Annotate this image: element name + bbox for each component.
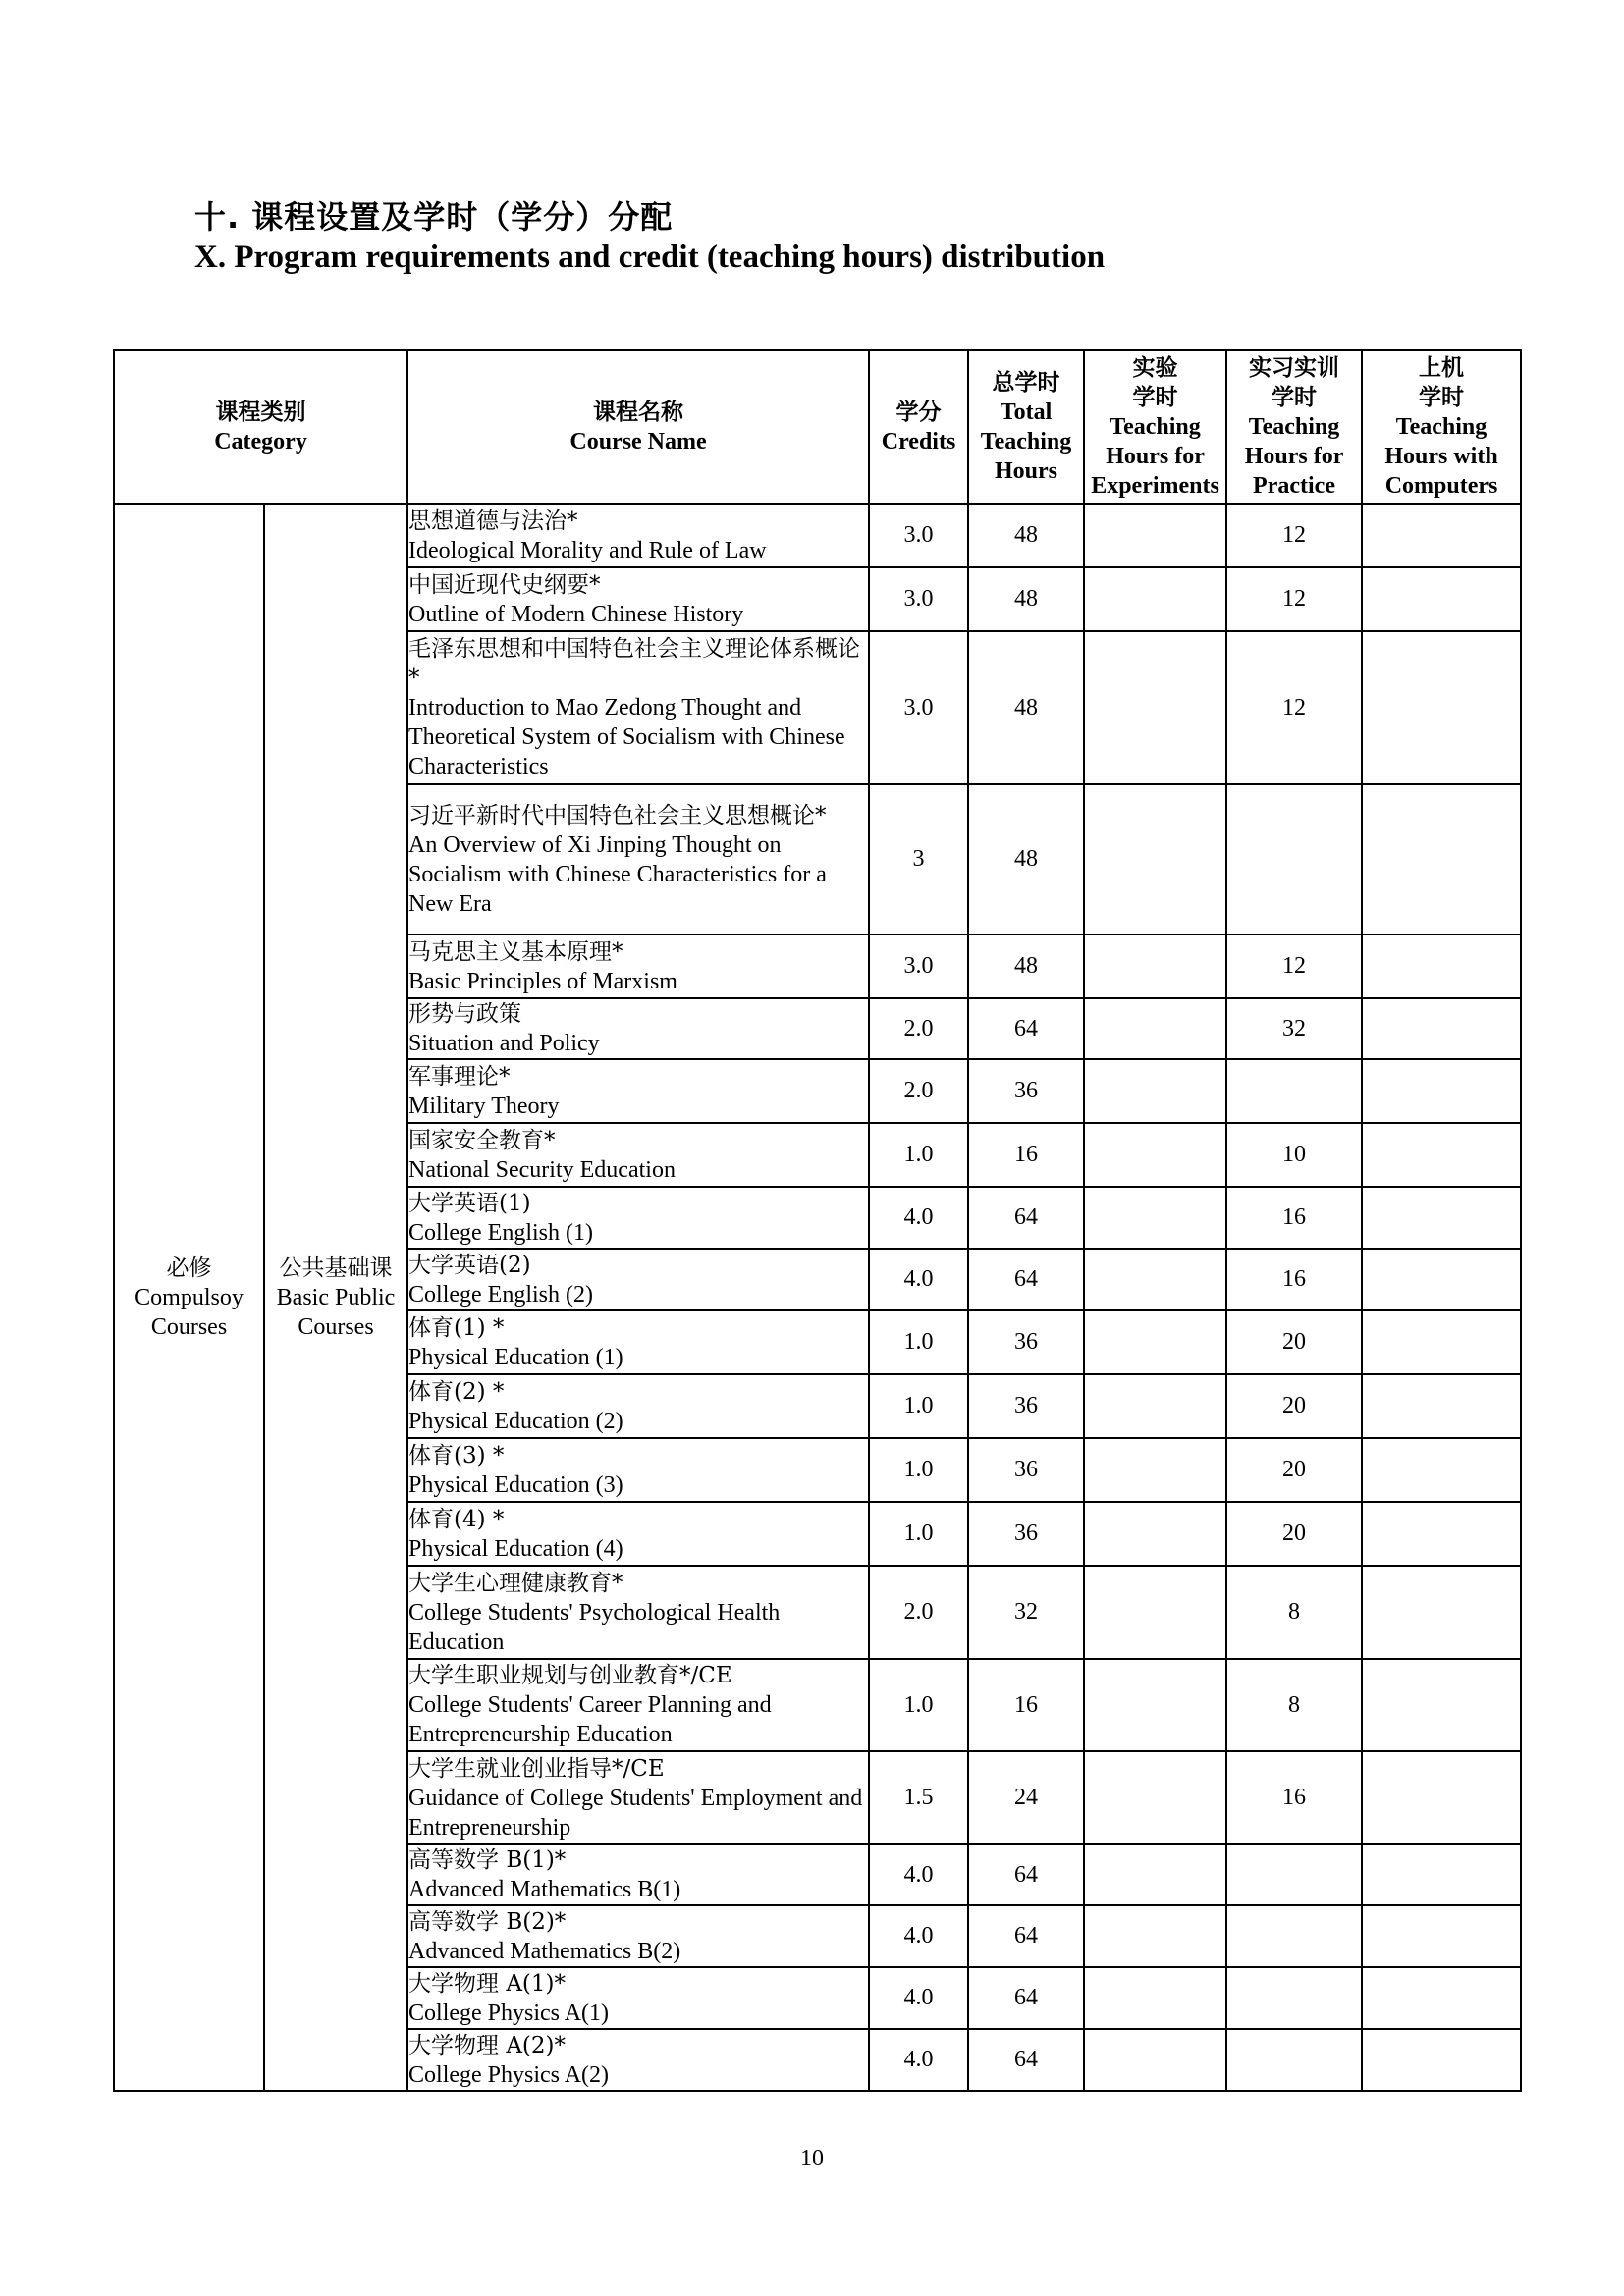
- course-name-cn: 大学英语(2): [408, 1252, 531, 1278]
- course-name-cn: 体育(1) *: [408, 1314, 505, 1341]
- practice-hours-cell: 32: [1226, 998, 1362, 1059]
- course-table-body: [114, 504, 1521, 2091]
- total-hours-cell: 36: [968, 1059, 1084, 1123]
- total-hours-cell: 36: [968, 1438, 1084, 1502]
- course-name-cell: [407, 1249, 869, 1310]
- course-name-en: Introduction to Mao Zedong Thought and Theoretical System of Socialism with Chinese Characteristics: [408, 695, 845, 779]
- course-name-en: An Overview of Xi Jinping Thought on Socialism with Chinese Characteristics for a New Era: [408, 831, 827, 917]
- experiment-hours-cell: [1084, 934, 1226, 998]
- header-total-hours-en: Total Teaching Hours: [980, 400, 1072, 484]
- course-name-cn: 大学生就业创业指导*/CE: [408, 1755, 665, 1782]
- total-hours-cell: 64: [968, 1187, 1084, 1249]
- course-name-en: College English (1): [408, 1219, 593, 1246]
- course-name-cell: [407, 1059, 869, 1123]
- course-name-en: College Students' Psychological Health Education: [408, 1599, 781, 1655]
- course-name-en: College English (2): [408, 1281, 593, 1308]
- course-name-cell: [407, 1502, 869, 1566]
- experiment-hours-cell: [1084, 784, 1226, 934]
- course-name-cell: [407, 1310, 869, 1374]
- course-name-cn: 国家安全教育*: [408, 1127, 556, 1153]
- course-name-en: College Physics A(2): [408, 2061, 610, 2088]
- experiment-hours-cell: [1084, 1751, 1226, 1844]
- course-name-cn: 形势与政策: [408, 1001, 522, 1027]
- course-name-cell: [407, 631, 869, 784]
- course-name-cn: 大学英语(1): [408, 1190, 531, 1216]
- course-name-en: Outline of Modern Chinese History: [408, 601, 744, 627]
- credits-cell: 4.0: [869, 1967, 968, 2029]
- experiment-hours-cell: [1084, 1566, 1226, 1659]
- practice-hours-cell: 10: [1226, 1123, 1362, 1187]
- course-name-en: Advanced Mathematics B(2): [408, 1938, 681, 1964]
- course-name-cell: [407, 934, 869, 998]
- practice-hours-cell: 12: [1226, 504, 1362, 567]
- course-name-cell: [407, 1438, 869, 1502]
- computer-hours-cell: [1362, 1059, 1521, 1123]
- course-name-en: Situation and Policy: [408, 1031, 600, 1056]
- course-name-en: Physical Education (2): [408, 1408, 623, 1434]
- practice-hours-cell: [1226, 1059, 1362, 1123]
- experiment-hours-cell: [1084, 1967, 1226, 2029]
- computer-hours-cell: [1362, 1751, 1521, 1844]
- course-name-en: College Physics A(1): [408, 2000, 610, 2026]
- section-title-english: X. Program requirements and credit (teaching hours) distribution: [194, 240, 1106, 275]
- experiment-hours-cell: [1084, 1249, 1226, 1310]
- credits-cell: 4.0: [869, 1187, 968, 1249]
- total-hours-cell: 36: [968, 1502, 1084, 1566]
- credits-cell: 1.0: [869, 1374, 968, 1438]
- header-practice: [1226, 350, 1362, 504]
- course-name-cn: 习近平新时代中国特色社会主义思想概论*: [408, 802, 827, 828]
- credits-cell: 3.0: [869, 504, 968, 567]
- experiment-hours-cell: [1084, 1059, 1226, 1123]
- total-hours-cell: 16: [968, 1659, 1084, 1751]
- total-hours-cell: 48: [968, 631, 1084, 784]
- computer-hours-cell: [1362, 1249, 1521, 1310]
- course-name-cell: [407, 1967, 869, 2029]
- experiment-hours-cell: [1084, 1905, 1226, 1967]
- credits-cell: 4.0: [869, 1249, 968, 1310]
- section-title-chinese: 十. 课程设置及学时（学分）分配: [194, 198, 674, 236]
- practice-hours-cell: 16: [1226, 1751, 1362, 1844]
- course-name-en: Guidance of College Students' Employment and Entrepreneurship: [408, 1785, 863, 1841]
- course-table: [113, 349, 1522, 2092]
- computer-hours-cell: [1362, 631, 1521, 784]
- computer-hours-cell: [1362, 1844, 1521, 1905]
- total-hours-cell: 64: [968, 1967, 1084, 2029]
- header-course-name: [407, 350, 869, 504]
- experiment-hours-cell: [1084, 1844, 1226, 1905]
- category-type-en: Compulsoy Courses: [135, 1284, 244, 1340]
- total-hours-cell: 32: [968, 1566, 1084, 1659]
- experiment-hours-cell: [1084, 2029, 1226, 2091]
- header-total-hours: [968, 350, 1084, 504]
- experiment-hours-cell: [1084, 1659, 1226, 1751]
- computer-hours-cell: [1362, 1905, 1521, 1967]
- credits-cell: 3.0: [869, 631, 968, 784]
- computer-hours-cell: [1362, 1967, 1521, 2029]
- credits-cell: 3.0: [869, 934, 968, 998]
- course-name-cn: 大学物理 A(1)*: [408, 1970, 567, 1997]
- header-credits-en: Credits: [881, 429, 956, 454]
- credits-cell: 1.0: [869, 1310, 968, 1374]
- course-name-cn: 大学物理 A(2)*: [408, 2032, 567, 2058]
- computer-hours-cell: [1362, 1123, 1521, 1187]
- course-name-en: Basic Principles of Marxism: [408, 968, 677, 994]
- experiment-hours-cell: [1084, 1374, 1226, 1438]
- total-hours-cell: 64: [968, 1249, 1084, 1310]
- computer-hours-cell: [1362, 1310, 1521, 1374]
- header-computers: [1362, 350, 1521, 504]
- course-name-en: College Students' Career Planning and Entrepreneurship Education: [408, 1692, 772, 1747]
- practice-hours-cell: 8: [1226, 1566, 1362, 1659]
- credits-cell: 1.0: [869, 1502, 968, 1566]
- total-hours-cell: 48: [968, 504, 1084, 567]
- total-hours-cell: 16: [968, 1123, 1084, 1187]
- category-group-en: Basic Public Courses: [276, 1284, 396, 1340]
- course-name-cn: 思想道德与法治*: [408, 507, 578, 534]
- course-name-cn: 大学生职业规划与创业教育*/CE: [408, 1663, 732, 1688]
- practice-hours-cell: [1226, 784, 1362, 934]
- course-name-cell: [407, 1187, 869, 1249]
- credits-cell: 4.0: [869, 1905, 968, 1967]
- credits-cell: 1.5: [869, 1751, 968, 1844]
- header-category: [114, 350, 407, 504]
- credits-cell: 2.0: [869, 1059, 968, 1123]
- computer-hours-cell: [1362, 1502, 1521, 1566]
- header-experiments-cn: 实验学时: [1132, 355, 1178, 410]
- header-computers-cn: 上机学时: [1419, 355, 1465, 410]
- total-hours-cell: 64: [968, 2029, 1084, 2091]
- header-category-en: Category: [214, 429, 307, 454]
- total-hours-cell: 64: [968, 998, 1084, 1059]
- header-experiments: [1084, 350, 1226, 504]
- practice-hours-cell: [1226, 1967, 1362, 2029]
- course-name-cell: [407, 1374, 869, 1438]
- total-hours-cell: 36: [968, 1374, 1084, 1438]
- experiment-hours-cell: [1084, 1310, 1226, 1374]
- course-name-cell: [407, 1905, 869, 1967]
- category-type-cell: [114, 504, 264, 2091]
- header-practice-en: Teaching Hours for Practice: [1244, 414, 1344, 499]
- practice-hours-cell: 20: [1226, 1502, 1362, 1566]
- course-name-cn: 体育(4) *: [408, 1506, 505, 1532]
- course-name-en: Physical Education (3): [408, 1471, 623, 1498]
- experiment-hours-cell: [1084, 998, 1226, 1059]
- credits-cell: 1.0: [869, 1123, 968, 1187]
- course-name-cell: [407, 504, 869, 567]
- experiment-hours-cell: [1084, 567, 1226, 631]
- practice-hours-cell: 16: [1226, 1249, 1362, 1310]
- computer-hours-cell: [1362, 2029, 1521, 2091]
- computer-hours-cell: [1362, 504, 1521, 567]
- experiment-hours-cell: [1084, 1438, 1226, 1502]
- header-computers-en: Teaching Hours with Computers: [1384, 414, 1498, 499]
- computer-hours-cell: [1362, 1187, 1521, 1249]
- computer-hours-cell: [1362, 1438, 1521, 1502]
- header-category-cn: 课程类别: [215, 400, 306, 425]
- category-type-cn: 必修: [166, 1255, 212, 1281]
- computer-hours-cell: [1362, 567, 1521, 631]
- practice-hours-cell: [1226, 1905, 1362, 1967]
- computer-hours-cell: [1362, 1659, 1521, 1751]
- total-hours-cell: 64: [968, 1844, 1084, 1905]
- practice-hours-cell: 20: [1226, 1374, 1362, 1438]
- course-name-cn: 毛泽东思想和中国特色社会主义理论体系概论*: [408, 636, 861, 691]
- experiment-hours-cell: [1084, 1123, 1226, 1187]
- practice-hours-cell: [1226, 1844, 1362, 1905]
- experiment-hours-cell: [1084, 631, 1226, 784]
- course-name-en: National Security Education: [408, 1156, 676, 1183]
- total-hours-cell: 24: [968, 1751, 1084, 1844]
- credits-cell: 4.0: [869, 2029, 968, 2091]
- category-group-cn: 公共基础课: [279, 1255, 393, 1281]
- page-number: 10: [800, 2146, 824, 2171]
- course-name-cell: [407, 567, 869, 631]
- computer-hours-cell: [1362, 998, 1521, 1059]
- category-group-cell: [264, 504, 407, 2091]
- course-name-cn: 大学生心理健康教育*: [408, 1570, 623, 1596]
- course-name-cell: [407, 1123, 869, 1187]
- credits-cell: 2.0: [869, 998, 968, 1059]
- practice-hours-cell: 16: [1226, 1187, 1362, 1249]
- header-credits: [869, 350, 968, 504]
- course-name-cell: [407, 1844, 869, 1905]
- course-name-cn: 体育(2) *: [408, 1378, 505, 1405]
- course-name-en: Physical Education (4): [408, 1535, 623, 1562]
- credits-cell: 1.0: [869, 1659, 968, 1751]
- total-hours-cell: 64: [968, 1905, 1084, 1967]
- practice-hours-cell: 12: [1226, 934, 1362, 998]
- course-name-en: Military Theory: [408, 1093, 560, 1119]
- experiment-hours-cell: [1084, 1502, 1226, 1566]
- practice-hours-cell: 8: [1226, 1659, 1362, 1751]
- course-name-en: Ideological Morality and Rule of Law: [408, 537, 767, 563]
- course-name-cn: 马克思主义基本原理*: [408, 938, 623, 965]
- course-name-cell: [407, 784, 869, 934]
- header-experiments-en: Teaching Hours for Experiments: [1091, 414, 1219, 499]
- computer-hours-cell: [1362, 1566, 1521, 1659]
- table-header-row: [114, 350, 1521, 504]
- practice-hours-cell: 20: [1226, 1310, 1362, 1374]
- course-name-cn: 体育(3) *: [408, 1442, 505, 1468]
- course-name-cell: [407, 2029, 869, 2091]
- experiment-hours-cell: [1084, 1187, 1226, 1249]
- total-hours-cell: 48: [968, 567, 1084, 631]
- course-name-cell: [407, 1751, 869, 1844]
- credits-cell: 2.0: [869, 1566, 968, 1659]
- experiment-hours-cell: [1084, 504, 1226, 567]
- total-hours-cell: 36: [968, 1310, 1084, 1374]
- practice-hours-cell: 12: [1226, 631, 1362, 784]
- header-credits-cn: 学分: [895, 400, 942, 425]
- credits-cell: 4.0: [869, 1844, 968, 1905]
- header-course-name-en: Course Name: [569, 429, 707, 454]
- practice-hours-cell: 12: [1226, 567, 1362, 631]
- course-name-cn: 军事理论*: [408, 1063, 511, 1090]
- header-practice-cn: 实习实训学时: [1249, 355, 1340, 410]
- credits-cell: 3.0: [869, 567, 968, 631]
- header-total-hours-cn: 总学时: [992, 370, 1060, 396]
- course-name-cell: [407, 1566, 869, 1659]
- total-hours-cell: 48: [968, 934, 1084, 998]
- course-name-cn: 高等数学 B(2)*: [408, 1908, 567, 1935]
- header-course-name-cn: 课程名称: [593, 400, 684, 425]
- course-name-en: Advanced Mathematics B(1): [408, 1877, 681, 1902]
- computer-hours-cell: [1362, 934, 1521, 998]
- course-name-cn: 中国近现代史纲要*: [408, 571, 601, 598]
- total-hours-cell: 48: [968, 784, 1084, 934]
- course-name-cn: 高等数学 B(1)*: [408, 1847, 567, 1873]
- course-name-cell: [407, 1659, 869, 1751]
- credits-cell: 3: [869, 784, 968, 934]
- computer-hours-cell: [1362, 784, 1521, 934]
- course-name-cell: [407, 998, 869, 1059]
- credits-cell: 1.0: [869, 1438, 968, 1502]
- table-row: [114, 504, 1521, 567]
- computer-hours-cell: [1362, 1374, 1521, 1438]
- practice-hours-cell: [1226, 2029, 1362, 2091]
- course-name-en: Physical Education (1): [408, 1344, 623, 1370]
- practice-hours-cell: 20: [1226, 1438, 1362, 1502]
